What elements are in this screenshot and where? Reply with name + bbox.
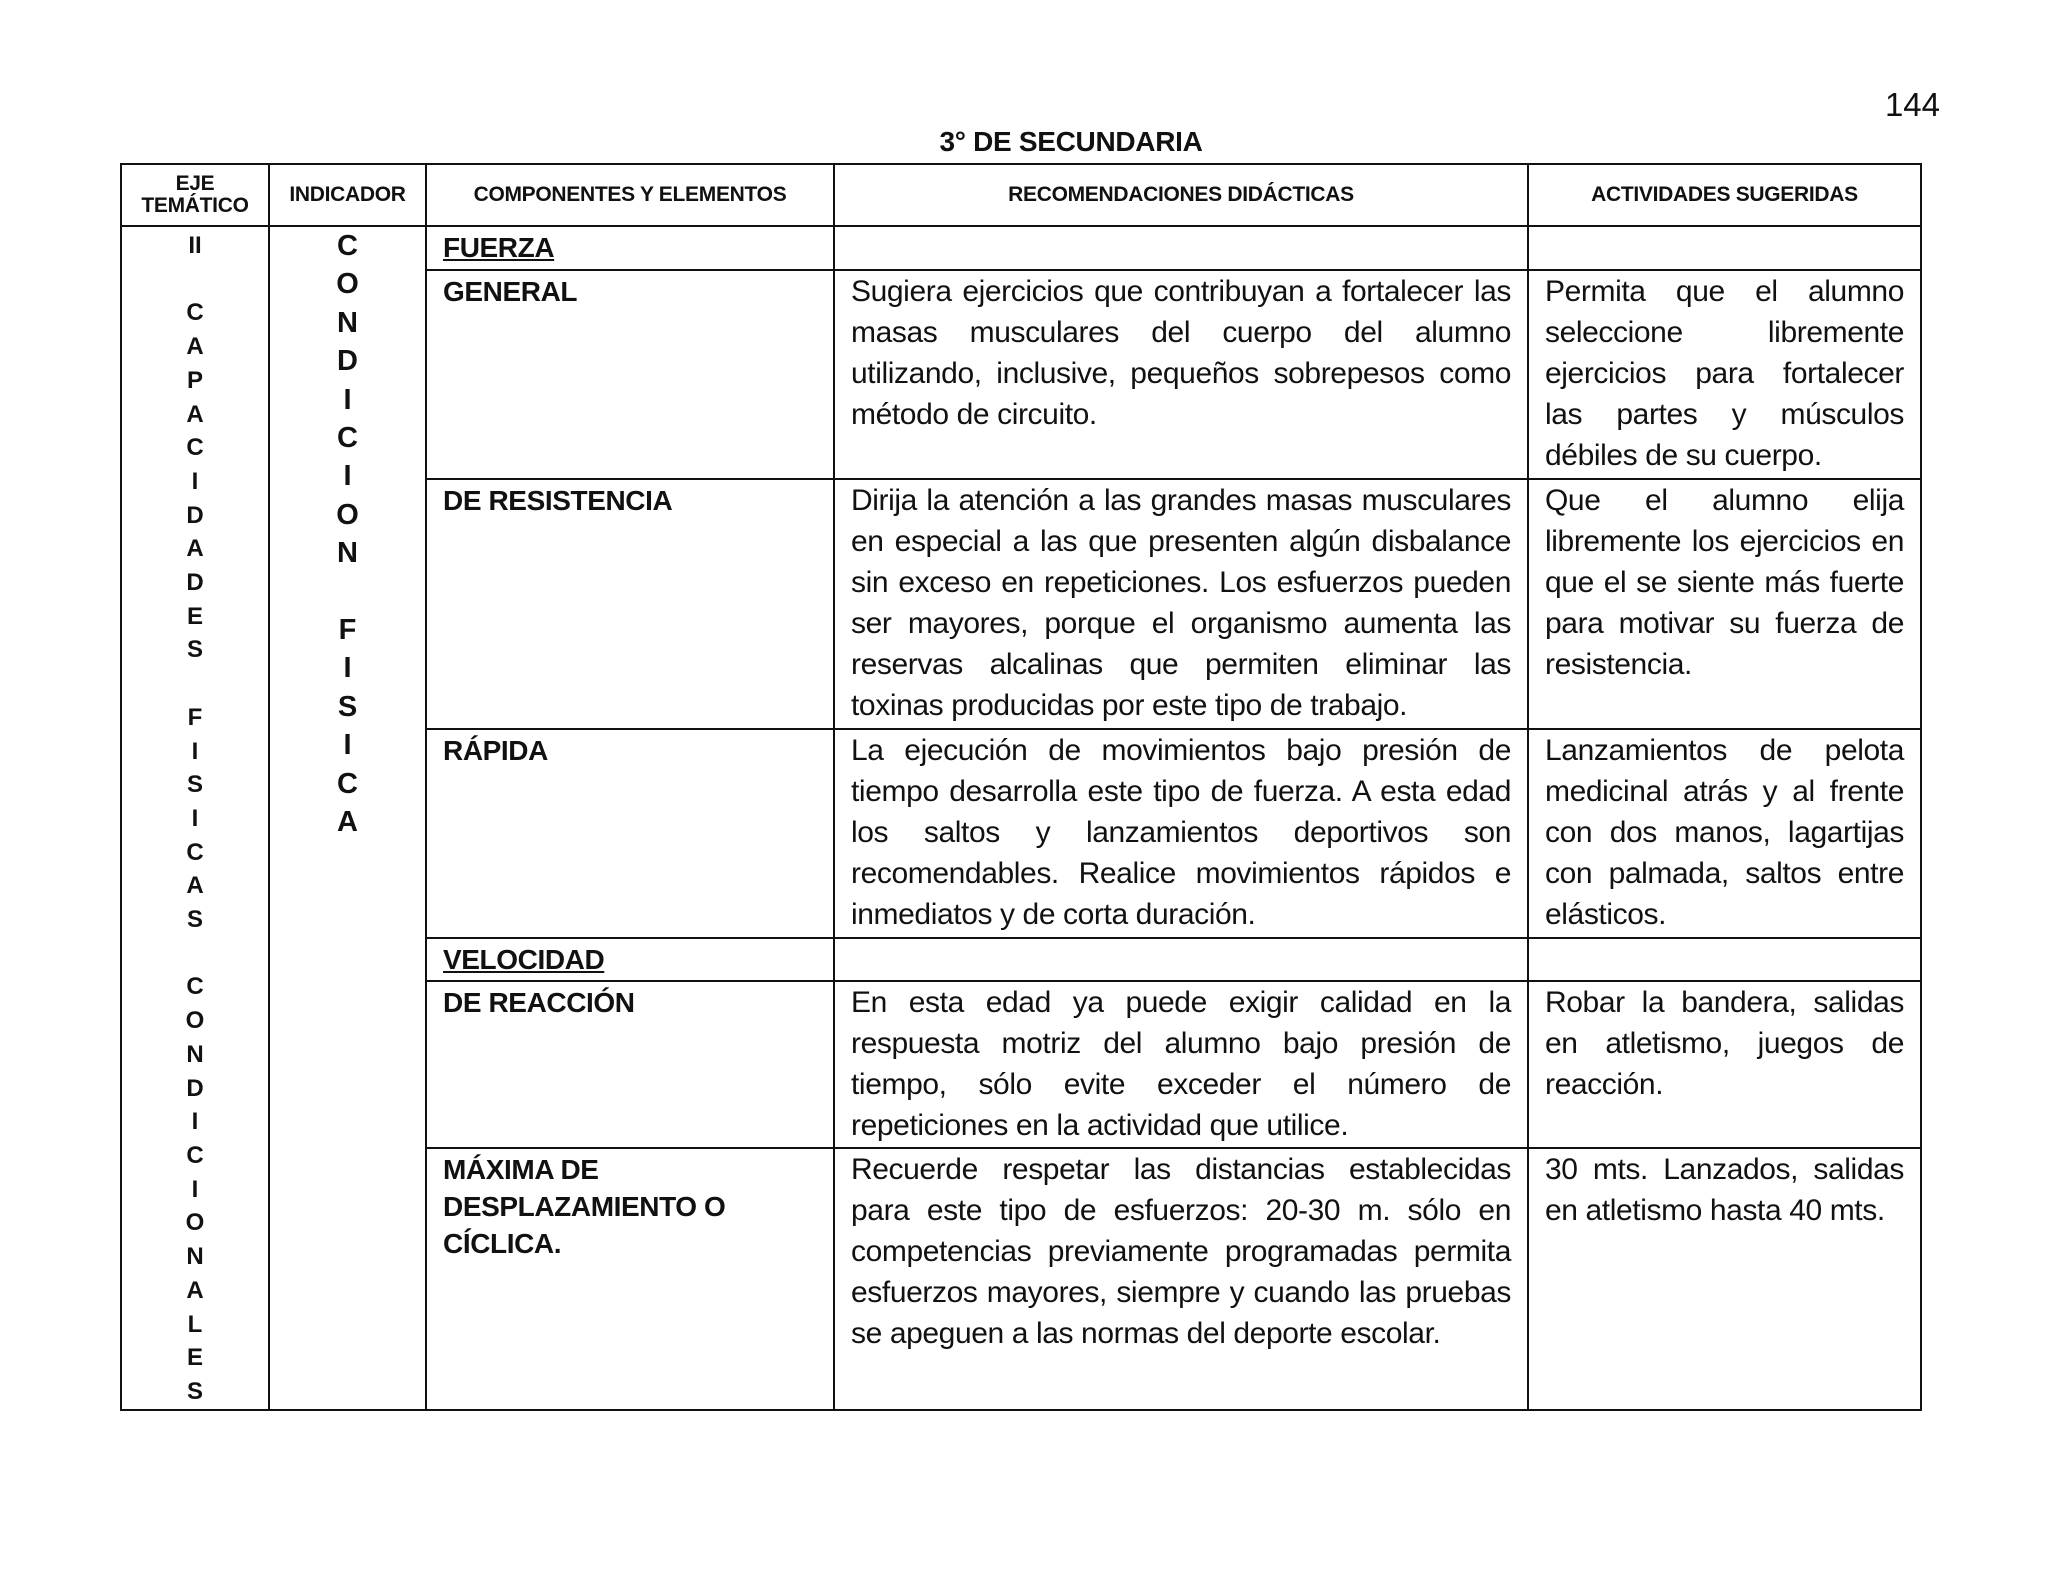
component-maxima [427,1149,833,1262]
eje-tematico-letter: C [186,1141,204,1169]
actividad-reaccion: Robar la bandera, salidas en atletismo, juegos de reacción. [1545,985,1904,1101]
header-indicador: INDICADOR [269,164,426,226]
eje-tematico-letter [192,937,199,971]
eje-tematico-letter: N [186,1243,204,1271]
header-recomendaciones: RECOMENDACIONES DIDÁCTICAS [834,164,1528,226]
eje-tematico-cell [121,226,269,1410]
eje-tematico-letter: C [186,434,204,462]
indicador-letter: C [337,422,358,455]
eje-tematico-letter: S [186,1377,203,1405]
section-fuerza: FUERZA [443,232,555,263]
eje-tematico-letter: S [186,906,203,934]
indicador-letter: N [337,537,358,570]
eje-tematico-letter: A [186,1276,204,1304]
eje-tematico-letter: C [186,838,204,866]
indicador-letter: I [343,729,352,762]
component-reaccion: DE REACCIÓN [443,986,635,1018]
actividad-general: Permita que el alumno seleccione libremente ejercicios para fortalecer las partes y músculos débiles de su cuerpo. [1545,275,1904,473]
actividad-cell [1528,729,1921,938]
component-maxima-line2: DESPLAZAMIENTO O [443,1191,726,1223]
eje-tematico-letter: A [186,535,204,563]
page-number: 144 [1884,86,1940,123]
eje-tematico-letter: I [191,1108,199,1136]
header-eje-line1: EJE [175,172,215,195]
section-velocidad: VELOCIDAD [443,944,605,976]
indicador-letter: C [337,767,358,800]
eje-tematico-letter: P [186,366,203,394]
component-maxima-line3: CÍCLICA. [443,1228,562,1260]
recomendacion-cell-empty [834,226,1528,270]
eje-tematico-letter: A [186,400,204,428]
eje-tematico-letter: I [191,467,199,495]
eje-tematico-letter: II [188,232,202,259]
page-title: 3° DE SECUNDARIA [939,126,1203,157]
eje-tematico-letter: E [186,1344,203,1372]
eje-tematico-letter: D [186,1074,204,1102]
indicador-cell [269,226,426,1410]
recomendacion-cell [834,729,1528,938]
eje-tematico-letter [192,263,199,297]
recomendacion-cell [834,981,1528,1149]
eje-tematico-letter: I [191,1175,199,1203]
eje-tematico-letter: O [185,1007,205,1035]
component-maxima-line1: MÁXIMA DE [443,1154,599,1186]
indicador-vertical-text [270,227,425,842]
indicador-letter: A [337,806,358,839]
component-resistencia: DE RESISTENCIA [443,485,673,517]
indicador-letter: S [337,690,358,723]
eje-tematico-letter: D [186,501,204,529]
indicador-letter: C [337,230,358,262]
actividad-resistencia: Que el alumno elija libremente los ejercicios en que el se siente más fuerte para motivar su fuerza de resistencia. [1545,484,1904,682]
actividad-rapida: Lanzamientos de pelota medicinal atrás y al frente con dos manos, lagartijas con palmada, saltos entre elásticos. [1545,734,1904,932]
eje-tematico-letter: I [191,737,199,765]
eje-tematico-letter: F [187,703,203,731]
component-cell [426,729,834,938]
actividad-cell [1528,479,1921,729]
component-cell [426,1148,834,1409]
component-cell [426,938,834,980]
header-componentes: COMPONENTES Y ELEMENTOS [426,164,834,226]
indicador-letter: D [337,345,358,378]
component-cell [426,479,834,729]
actividad-cell-empty [1528,938,1921,980]
actividad-cell [1528,981,1921,1149]
eje-tematico-letter: C [186,973,204,1001]
eje-tematico-letter: O [185,1209,205,1237]
recomendacion-cell [834,1148,1528,1409]
indicador-letter: I [343,460,352,493]
recomendacion-reaccion: En esta edad ya puede exigir calidad en la respuesta motriz del alumno bajo presión de tiempo, sólo evite exceder el número de repeticiones en la actividad que utilice. [851,985,1511,1142]
indicador-letter [343,573,351,611]
eje-tematico-letter: A [186,872,204,900]
eje-tematico-letter: N [186,1040,204,1068]
component-cell [426,981,834,1149]
eje-tematico-letter: S [186,771,203,799]
eje-tematico-letter: E [186,602,203,630]
indicador-letter: I [343,652,352,685]
header-eje-line2: TEMÁTICO [141,194,249,217]
header-row [121,164,1921,226]
recomendacion-rapida: La ejecución de movimientos bajo presión de tiempo desarrolla este tipo de fuerza. A esta edad los saltos y lanzamientos deportivos son recomendables. Realice movimientos rápidos e inmediatos y de corta duración. [851,734,1511,932]
recomendacion-cell [834,270,1528,479]
actividad-cell-empty [1528,226,1921,270]
eje-tematico-letter: I [191,804,199,832]
table-row [121,226,1921,270]
header-eje-tematico [121,164,269,226]
actividad-cell [1528,1148,1921,1409]
indicador-letter: O [336,498,359,531]
component-general: GENERAL [443,276,578,308]
recomendacion-cell-empty [834,938,1528,980]
indicador-letter: I [343,383,352,416]
eje-tematico-letter: S [186,636,203,664]
curriculum-table [120,163,1922,1411]
header-actividades: ACTIVIDADES SUGERIDAS [1528,164,1921,226]
recomendacion-maxima: Recuerde respetar las distancias establecidas para este tipo de esfuerzos: 20-30 m. sólo en competencias previamente programadas permita esfuerzos mayores, siempre y cuando las pruebas se apeguen a las normas del deporte escolar. [851,1153,1511,1351]
actividad-maxima: 30 mts. Lanzados, salidas en atletismo hasta 40 mts. [1545,1153,1904,1228]
indicador-letter: F [338,614,357,647]
actividad-cell [1528,270,1921,479]
indicador-letter: O [336,268,359,301]
recomendacion-cell [834,479,1528,729]
eje-tematico-letter: D [186,569,204,597]
eje-tematico-letter: C [186,299,204,327]
eje-tematico-letter [192,667,199,701]
component-cell [426,270,834,479]
eje-tematico-letter: L [187,1310,203,1338]
eje-tematico-vertical-text [122,227,268,1409]
recomendacion-general: Sugiera ejercicios que contribuyan a fortalecer las masas musculares del cuerpo del alumno utilizando, inclusive, pequeños sobrepesos como método de circuito. [851,275,1511,432]
eje-tematico-letter: A [186,333,204,361]
indicador-letter: N [337,306,358,339]
component-cell [426,226,834,270]
component-rapida: RÁPIDA [443,735,548,767]
recomendacion-resistencia: Dirija la atención a las grandes masas musculares en especial a las que presenten algún disbalance sin exceso en repeticiones. Los esfuerzos pueden ser mayores, porque el organismo aumenta las reservas alcalinas que permiten eliminar las toxinas producidas por este tipo de trabajo. [851,484,1511,723]
